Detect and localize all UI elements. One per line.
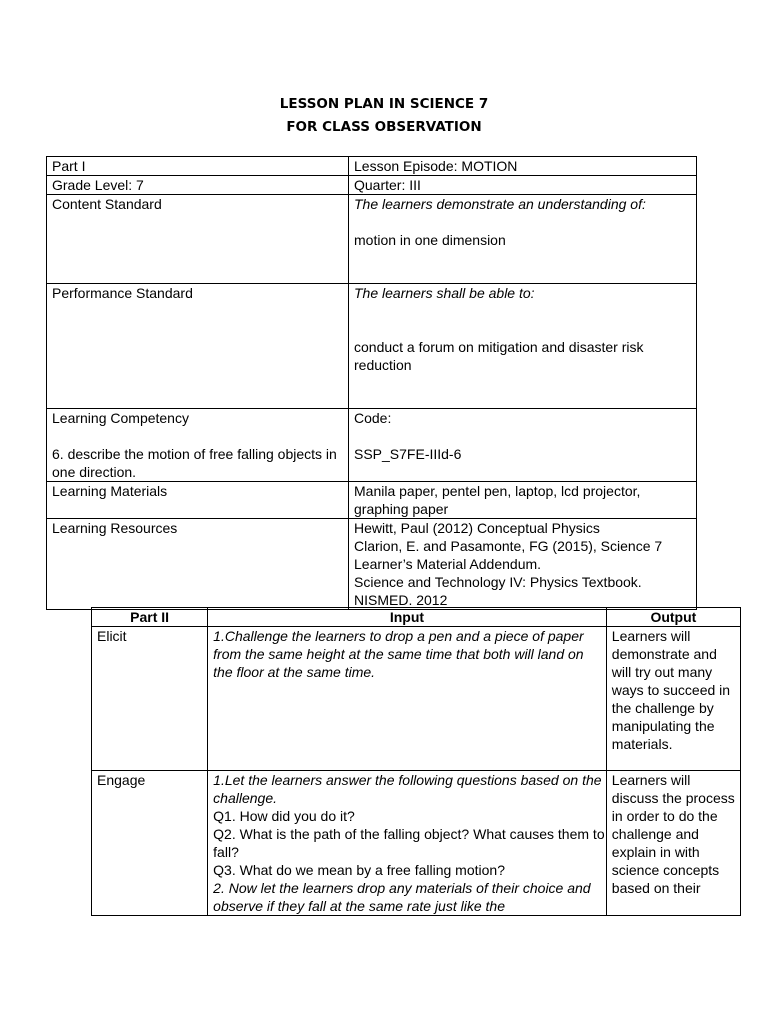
learning-competency-cell bbox=[47, 409, 349, 482]
table-row bbox=[47, 195, 697, 284]
learning-materials-text: Manila paper, pentel pen, laptop, lcd projector, graphing paper bbox=[349, 482, 697, 519]
resource-item: Science and Technology IV: Physics Textbook. NISMED. 2012 bbox=[354, 574, 642, 608]
table-row bbox=[47, 409, 697, 482]
phase-label: Engage bbox=[92, 771, 208, 916]
part-label: Part I bbox=[47, 157, 349, 176]
content-standard-text: motion in one dimension bbox=[354, 232, 506, 248]
part-two-table bbox=[91, 607, 741, 916]
question-item: Q2. What is the path of the falling object? What causes them to fall? bbox=[213, 826, 605, 860]
performance-standard-label: Performance Standard bbox=[47, 284, 349, 409]
output-text: Learners will discuss the process in order to do the challenge and explain in with science concepts based on their bbox=[606, 771, 740, 916]
part-one-table bbox=[46, 156, 697, 610]
input-cell bbox=[208, 771, 607, 916]
performance-standard-intro: The learners shall be able to: bbox=[354, 285, 535, 301]
lesson-episode: Lesson Episode: MOTION bbox=[349, 157, 697, 176]
table-row bbox=[47, 176, 697, 195]
table-row bbox=[47, 284, 697, 409]
input-text: 1.Let the learners answer the following questions based on the challenge. bbox=[213, 772, 602, 806]
page-title: LESSON PLAN IN SCIENCE 7 bbox=[279, 96, 489, 112]
table-row bbox=[47, 519, 697, 610]
learning-competency-text: 6. describe the motion of free falling objects in one direction. bbox=[52, 446, 337, 480]
code-value: SSP_S7FE-IIId-6 bbox=[354, 446, 462, 462]
column-header-output: Output bbox=[606, 608, 740, 627]
question-item: Q3. What do we mean by a free falling motion? bbox=[213, 862, 505, 878]
content-standard-label: Content Standard bbox=[47, 195, 349, 284]
table-row bbox=[92, 627, 741, 771]
table-row bbox=[47, 157, 697, 176]
column-header-part: Part II bbox=[92, 608, 208, 627]
table-row bbox=[92, 771, 741, 916]
phase-label: Elicit bbox=[92, 627, 208, 771]
learning-competency-label: Learning Competency bbox=[52, 410, 189, 426]
learning-materials-label: Learning Materials bbox=[47, 482, 349, 519]
code-label: Code: bbox=[354, 410, 392, 426]
resource-item: Hewitt, Paul (2012) Conceptual Physics bbox=[354, 520, 600, 536]
output-text: Learners will demonstrate and will try out many ways to succeed in the challenge by manipulating the materials. bbox=[606, 627, 740, 771]
table-header-row bbox=[92, 608, 741, 627]
competency-code-cell bbox=[349, 409, 697, 482]
quarter: Quarter: III bbox=[349, 176, 697, 195]
table-row bbox=[47, 482, 697, 519]
learning-resources-label: Learning Resources bbox=[47, 519, 349, 610]
learning-resources-cell bbox=[349, 519, 697, 610]
content-standard-intro: The learners demonstrate an understanding of: bbox=[354, 196, 646, 212]
grade-level: Grade Level: 7 bbox=[47, 176, 349, 195]
page-subtitle: FOR CLASS OBSERVATION bbox=[286, 119, 482, 135]
content-standard-cell bbox=[349, 195, 697, 284]
column-header-input: Input bbox=[208, 608, 607, 627]
performance-standard-text: conduct a forum on mitigation and disaster risk reduction bbox=[354, 339, 644, 373]
input-text: 1.Challenge the learners to drop a pen and a piece of paper from the same height at the same time that both will land on the floor at the same time. bbox=[208, 627, 607, 771]
resource-item: Clarion, E. and Pasamonte, FG (2015), Science 7 Learner’s Material Addendum. bbox=[354, 538, 663, 572]
question-item: Q1. How did you do it? bbox=[213, 808, 355, 824]
input-text: 2. Now let the learners drop any materials of their choice and observe if they fall at the same rate just like the bbox=[213, 880, 591, 914]
performance-standard-cell bbox=[349, 284, 697, 409]
